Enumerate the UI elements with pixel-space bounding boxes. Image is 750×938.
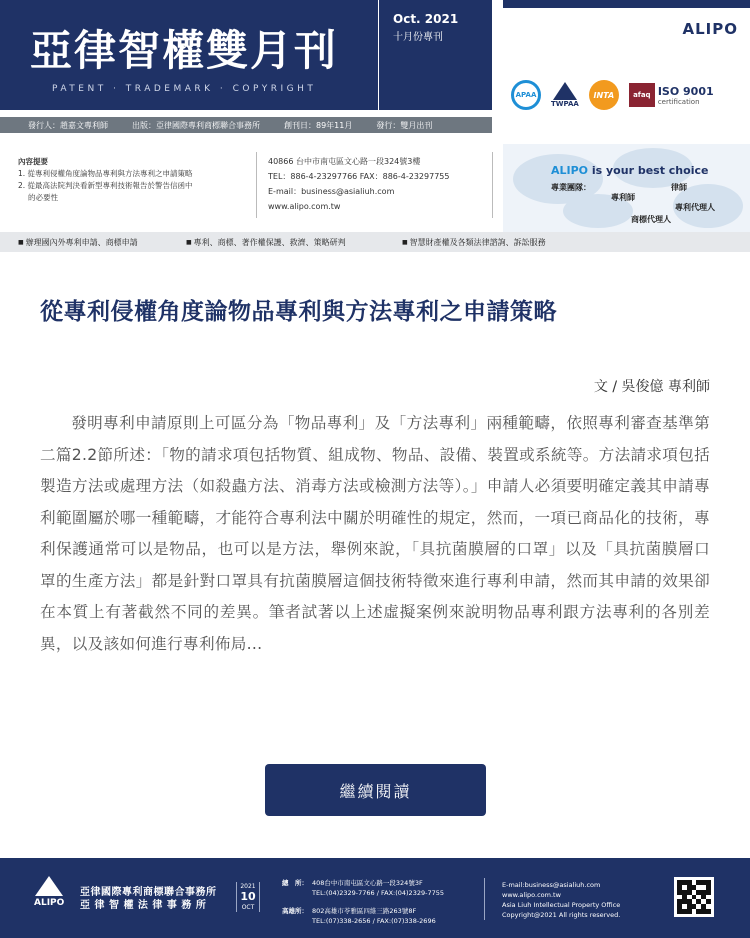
table-of-contents: [18, 156, 248, 204]
article-title: 從專利侵權角度論物品專利與方法專利之申請策略: [40, 299, 557, 325]
footer-divider: [484, 878, 485, 920]
publisher-org: 出版：亞律國際專利商標聯合事務所: [132, 120, 260, 130]
article-author: 文 / 吳俊億 專利師: [593, 379, 710, 395]
twpaa-logo-icon: TWPAA: [551, 82, 579, 108]
role-trademark-agent: 商標代理人: [631, 215, 671, 224]
footer-logo-icon: ALIPO: [34, 876, 64, 908]
hq-phone: TEL:(04)2329-7766 / FAX:(04)2329-7755: [312, 889, 444, 897]
publisher: 發行人：趙嘉文專利師: [28, 120, 108, 130]
service-item: ■ 智慧財產權及各類法律諮詢、訴訟服務: [402, 237, 546, 248]
kh-phone: TEL:(07)338-2656 / FAX:(07)338-2696: [312, 917, 436, 925]
article-body: 發明專利申請原則上可區分為「物品專利」及「方法專利」兩種範疇，依照專利審查基準第二篇2.2節所述：「物的請求項包括物質、組成物、物品、設備、裝置或系統等。方法請求項包括製造方法或處理方法（如殺蟲方法、消毒方法或檢測方法等）。」申請人必須要明確定義其申請專利範圍屬於哪一種範疇，才能符合專利法中關於明確性的規定，然而，一項已商品化的技術，專利保護通常可以是物品，也可以是方法，舉例來說，「具抗菌膜層的口罩」以及「具抗菌膜層口罩的生產方法」都是針對口罩具有抗菌膜層這個技術特徵來進行專利申請，然而其申請的效果卻在本質上有著截然不同的差異。筆者試著以上述虛擬案例來說明物品專利跟方法專利的各別差異，以及該如何進行專利佈局...: [40, 414, 710, 653]
founded-date: 創刊日：89年11月: [284, 120, 353, 130]
address: 40866 台中市南屯區文心路一段324號3樓: [268, 157, 421, 166]
issue-panel: [378, 0, 492, 110]
service-item: ■ 專利、商標、著作權保護、救濟、策略研判: [186, 237, 346, 248]
kh-address: 802高雄市苓雅區四維三路263號8F: [312, 907, 417, 915]
footer-email-link[interactable]: E-mail:business@asialiuh.com: [502, 881, 601, 889]
firm-names: [80, 886, 217, 912]
issue-label: 十月份專刊: [393, 32, 443, 43]
issue-date: Oct. 2021: [393, 12, 459, 26]
newsletter-subtitle: PATENT · TRADEMARK · COPYRIGHT: [52, 84, 317, 94]
inta-logo-icon: INTA: [589, 80, 619, 110]
brand-panel: [503, 0, 750, 110]
newsletter-title: 亞律智權雙月刊: [30, 26, 339, 75]
firm-name-2: 亞 律 智 權 法 律 事 務 所: [80, 900, 207, 911]
footer-website-link[interactable]: www.alipo.com.tw: [502, 891, 561, 899]
alipo-logo: ALIPO: [682, 20, 738, 38]
role-patent-agent: 專利代理人: [675, 203, 715, 212]
role-patent-attorney: 專利師: [611, 193, 635, 202]
team-label: 專業團隊：: [551, 183, 591, 192]
role-lawyer: 律師: [671, 183, 687, 192]
toc-item[interactable]: 1. 從專利侵權角度論物品專利與方法專利之申請策略: [18, 169, 193, 178]
best-choice-panel: [503, 144, 750, 232]
masthead-title-panel: [0, 0, 378, 110]
services-bar: [0, 232, 750, 252]
masthead: [0, 0, 750, 258]
qr-code-icon[interactable]: [674, 877, 714, 917]
brand-bar: [503, 0, 750, 8]
publisher-info-bar: [0, 117, 492, 133]
contact-info: [268, 154, 449, 214]
frequency: 發行：雙月出刊: [376, 120, 433, 130]
iso-logo-icon: afaq ISO 9001 certification: [629, 83, 714, 107]
apaa-logo-icon: APAA: [511, 80, 541, 110]
divider: [256, 152, 257, 218]
summary-section: [0, 144, 750, 232]
toc-title: 內容提要: [18, 157, 48, 166]
read-more-button[interactable]: 繼續閱讀: [265, 764, 486, 816]
office-name-en: Asia Liuh Intellectual Property Office: [502, 901, 621, 909]
toc-item: 的必要性: [28, 193, 58, 202]
phone-fax: TEL：886-4-23297766 FAX：886-4-23297755: [268, 172, 450, 181]
toc-item[interactable]: 2. 從最高法院判決看新型專利技術報告於警告信函中: [18, 181, 193, 190]
copyright: Copyright@2021 All rights reserved.: [502, 911, 621, 919]
choice-tagline: ALIPO is your best choice: [551, 164, 709, 177]
footer-contact: [502, 880, 620, 920]
footer-date: 2021 10 OCT: [236, 882, 260, 912]
divider: [492, 152, 493, 218]
office-addresses: 總 所： 408台中市南屯區文心路一段324號3F TEL:(04)2329-7766 / FAX:(04)2329-7755 高雄所： 802高雄市苓雅區四維三路263號8F TEL:(07)338-2656 / FAX:(07)338-2696: [282, 879, 444, 925]
footer: [0, 858, 750, 938]
email-link[interactable]: E-mail：business@asialiuh.com: [268, 187, 395, 196]
service-item: ■ 辦理國內外專利申請、商標申請: [18, 237, 138, 248]
hq-address: 408台中市南屯區文心路一段324號3F: [312, 879, 423, 887]
website-link[interactable]: www.alipo.com.tw: [268, 202, 341, 211]
firm-name-1: 亞律國際專利商標聯合事務所: [80, 887, 217, 898]
membership-logos: [511, 80, 714, 110]
